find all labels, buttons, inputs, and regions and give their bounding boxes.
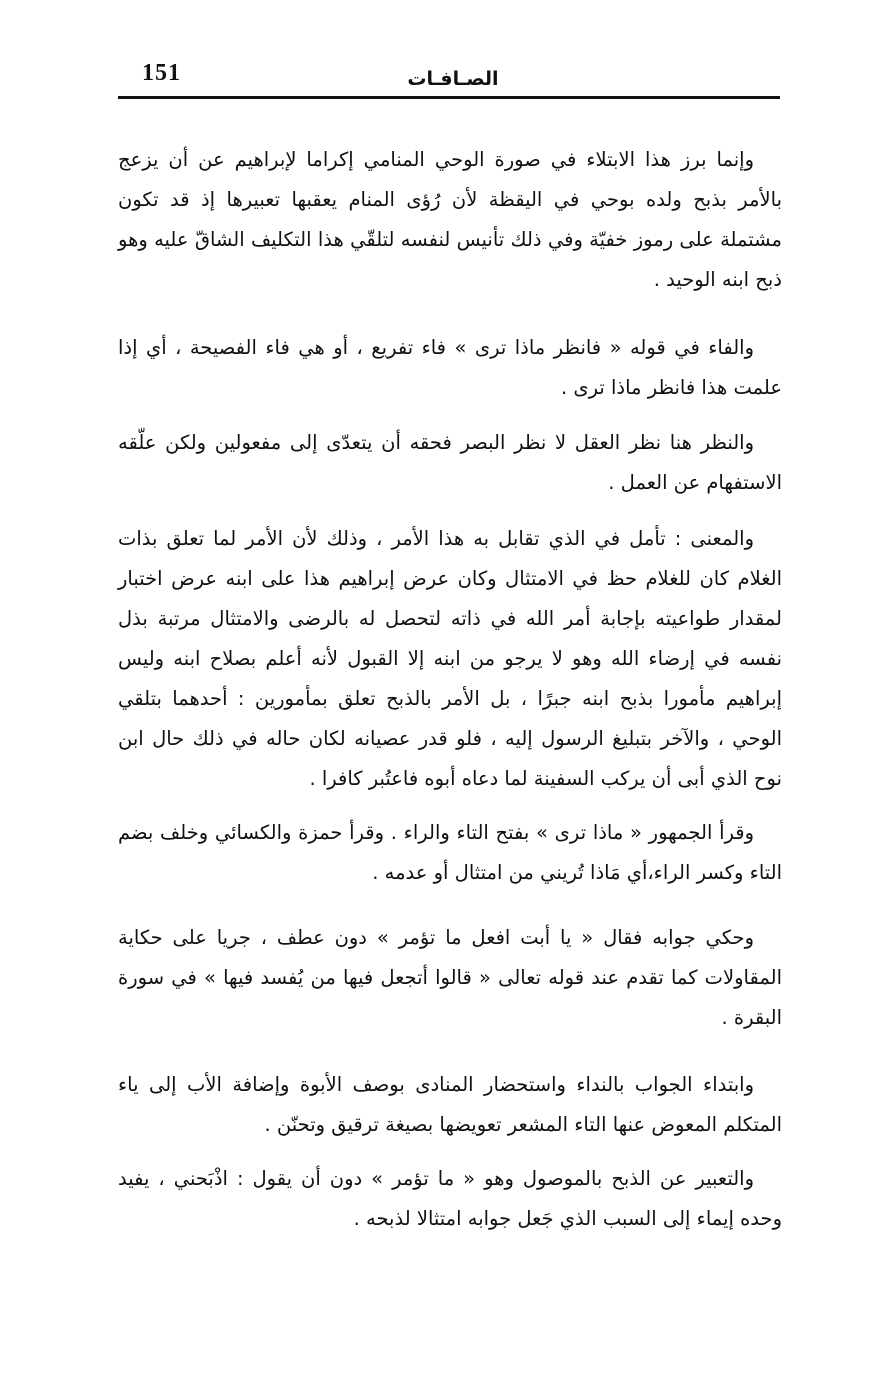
- paragraph: وحكي جوابه فقال « يا أبت افعل ما تؤمر » دون عطف ، جريا على حكاية المقاولات كما تقدم عند قوله تعالى « قالوا أتجعل فيها من يُفسد فيها » في سورة البقرة .: [118, 926, 782, 1029]
- running-title: الصـافـات: [407, 68, 499, 90]
- paragraph: وقرأ الجمهور « ماذا ترى » بفتح التاء والراء . وقرأ حمزة والكسائي وخلف بضم التاء وكسر الراء،أي مَاذا تُريني من امتثال أو عدمه .: [118, 821, 782, 884]
- paragraph: والتعبير عن الذبح بالموصول وهو « ما تؤمر » دون أن يقول : اذْبَحني ، يفيد وحده إيماء إلى السبب الذي جَعل جوابه امتثالا لذبحه .: [118, 1167, 782, 1230]
- header-rule: [118, 96, 780, 99]
- paragraph: وابتداء الجواب بالنداء واستحضار المنادى بوصف الأبوة وإضافة الأب إلى ياء المتكلم المعوض عنها التاء المشعر تعويضها بصيغة ترقيق وتحنّن .: [118, 1073, 782, 1136]
- paragraph: والمعنى : تأمل في الذي تقابل به هذا الأمر ، وذلك لأن الأمر لما تعلق بذات الغلام كان للغلام حظ في الامتثال وكان عرض إبراهيم هذا على ابنه عرض اختبار لمقدار طواعيته بإجابة أمر الله في ذاته لتحصل له بالرضى والامتثال مرتبة بذل نفسه في إرضاء الله وهو لا يرجو من ابنه إلا القبول لأنه أعلم بصلاح ابنه وليس إبراهيم مأمورا بذبح ابنه جبرًا ، بل الأمر بالذبح تعلق بمأمورين : أحدهما بتلقي الوحي ، والآخر بتبليغ الرسول إليه ، فلو قدر عصيانه لكان حاله في ذلك حال ابن نوح الذي أبى أن يركب السفينة لما دعاه أبوه فاعتُبر كافرا .: [118, 527, 782, 790]
- paragraph: وإنما برز هذا الابتلاء في صورة الوحي المنامي إكراما لإبراهيم عن أن يزعج بالأمر بذبح ولده بوحي في اليقظة لأن رُؤى المنام يعقبها تعبيرها إذ قد تكون مشتملة على رموز خفيّة وفي ذلك تأنيس لنفسه لتلقّي هذا التكليف الشاقّ عليه وهو ذبح ابنه الوحيد .: [118, 148, 782, 291]
- page-body: [118, 140, 782, 1239]
- paragraph: والنظر هنا نظر العقل لا نظر البصر فحقه أن يتعدّى إلى مفعولين ولكن علّقه الاستفهام عن العمل .: [118, 431, 782, 494]
- page-header: [118, 50, 780, 102]
- page-number: 151: [142, 60, 181, 86]
- paragraph: والفاء في قوله « فانظر ماذا ترى » فاء تفريع ، أو هي فاء الفصيحة ، أي إذا علمت هذا فانظر ماذا ترى .: [118, 336, 782, 399]
